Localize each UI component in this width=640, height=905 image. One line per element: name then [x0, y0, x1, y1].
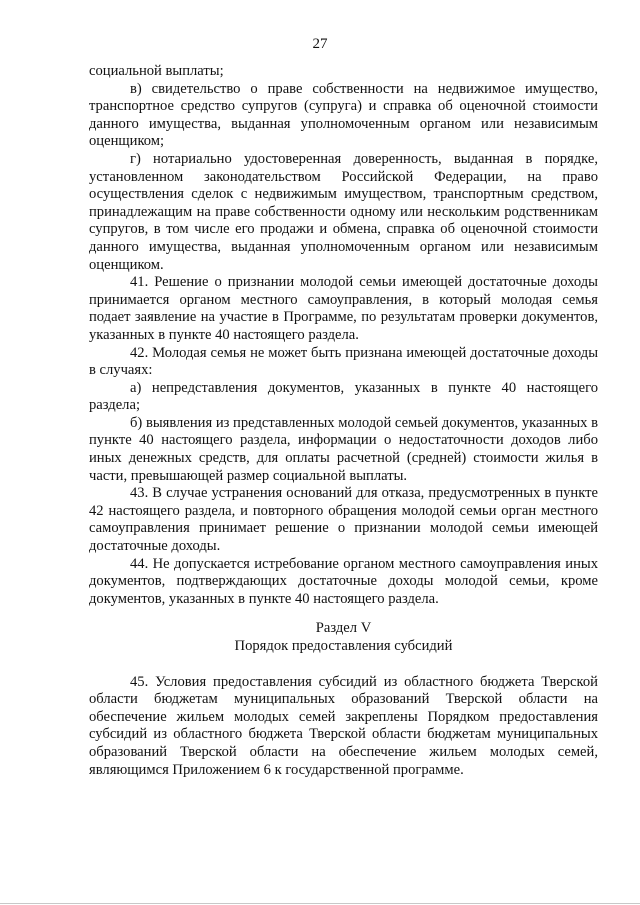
- paragraph-42: 42. Молодая семья не может быть признана имеющей достаточные доходы в случаях:: [89, 344, 598, 379]
- paragraph-item-v: в) свидетельство о праве собственности на недвижимое имущество, транспортное средство супругов (супруга) и справка об оценочной стоимости данного имущества, выданная уполномоченным органом или независимым оценщиком;: [89, 80, 598, 150]
- section-spacer: [89, 656, 598, 674]
- paragraph-42-a: а) непредставления документов, указанных в пункте 40 настоящего раздела;: [89, 379, 598, 414]
- paragraph-41: 41. Решение о признании молодой семьи имеющей достаточные доходы принимается органом местного самоуправления, в который молодая семья подает заявление на участие в Программе, по результатам проверки документов, указанных в пункте 40 настоящего раздела.: [89, 274, 598, 343]
- paragraph-42-b: б) выявления из представленных молодой семьей документов, указанных в пункте 40 настоящего раздела, информации о недостаточности доходов либо иных денежных средств, для оплаты расчетной (средней) стоимости жилья в части, превышающей размер социальной выплаты.: [89, 414, 598, 484]
- page-number: 27: [312, 36, 328, 52]
- paragraph-43: 43. В случае устранения оснований для отказа, предусмотренных в пункте 42 настоящего раздела, и повторного обращения молодой семьи орган местного самоуправления принимает решение о признании молодой семьи имеющей достаточные доходы.: [89, 485, 598, 555]
- paragraph-item-g: г) нотариально удостоверенная доверенность, выданная в порядке, установленном законодательством Российской Федерации, на право осуществления сделок с недвижимым имуществом, транспортным средством, принадлежащим на праве собственности одному или нескольким родственникам супругов, в том числе его продажи и обмена, справка об оценочной стоимости данного имущества, выданная уполномоченным органом или независимым оценщиком.: [89, 150, 598, 273]
- scan-edge-line: [0, 903, 640, 904]
- document-body: [89, 63, 598, 779]
- paragraph-44: 44. Не допускается истребование органом местного самоуправления иных документов, подтверждающих достаточные доходы молодой семьи, кроме документов, указанных в пункте 40 настоящего раздела.: [89, 555, 598, 607]
- section-number: Раздел V: [315, 620, 372, 637]
- paragraph-continuation: социальной выплаты;: [89, 63, 224, 79]
- paragraph-45: 45. Условия предоставления субсидий из областного бюджета Тверской области бюджетам муниципальных образований Тверской области на обеспечение жильем молодых семей закреплены Порядком предоставления субсидий из областного бюджета Тверской области бюджетам муниципальных образований Тверской области на обеспечение жильем молодых семей, являющимся Приложением 6 к государственной программе.: [89, 673, 598, 778]
- section-title: Порядок предоставления субсидий: [234, 638, 453, 654]
